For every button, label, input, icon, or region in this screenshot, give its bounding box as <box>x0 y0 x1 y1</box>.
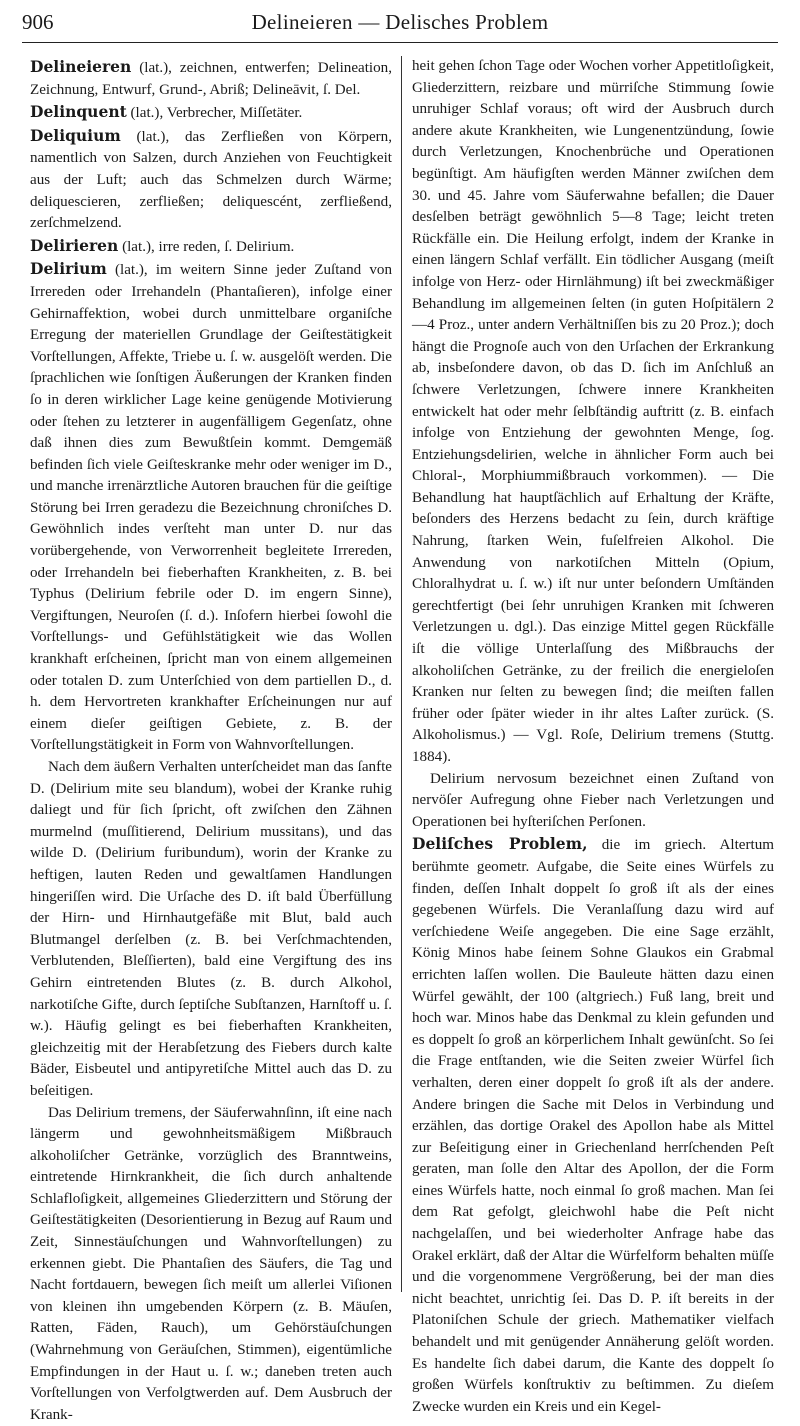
entry-deliquium <box>30 125 392 235</box>
headword: Deliquium <box>30 126 121 145</box>
entry-delirieren <box>30 235 392 259</box>
entry-delirium <box>30 258 392 757</box>
right-column <box>412 56 774 1294</box>
headword: Delirium <box>30 259 107 278</box>
entry-text: (lat.), zeichnen, entwerfen; Delineation, Zeichnung, Entwurf, Grund-, Abriß; Delineāvit, ſ. Del. <box>30 60 392 98</box>
paragraph: Delirium nervosum bezeichnet einen Zuſtand von nervöſer Aufregung ohne Fieber nach Verletzungen und Operationen bei hyſteriſchen Perſonen. <box>412 769 774 834</box>
column-divider <box>401 56 402 1292</box>
paragraph: Das Delirium tremens, der Säuferwahnſinn, iſt eine nach längerm und gewohnheitsmäßigem Mißbrauch alkoholiſcher Getränke, vorzüglich des Branntweins, eintretende Hirnkrankheit, die ſich durch anhaltende Schlafloſigkeit, allgemeines Gliederzittern und Störung der Geiſtestätigkeiten (Desorientierung in Bezug auf Raum und Zeit, Sinnestäuſchungen und Wahnvorſtellungen) zu erkennen giebt. Die Phantaſien des Säufers, die Tag und Nacht fortdauern, bewegen ſich meiſt um allerlei Viſionen von kleinen ihn umgebenden Körpern (z. B. Mäuſen, Ratten, Fäden, Rauch), um Gehörstäuſchungen (Wahrnehmung von Geräuſchen, Stimmen), eigentümliche Empfindungen in der Haut u. ſ. w.; daneben treten auch Vorſtellungen von Verfolgtwerden auf. Dem Ausbruch der Krank- <box>30 1103 392 1426</box>
page-header <box>22 8 778 42</box>
entry-text: die im griech. Altertum berühmte geometr. Aufgabe, die Seite eines Würfels zu finden, deſſen Inhalt doppelt ſo groß iſt als der eines gegebenen Würfels. Die Veranlaſſung dazu wird auf verſchiedene Weiſe angegeben. Die eine Sage erzählt, König Minos habe ſeinem Sohne Glaukos ein Grabmal errichten laſſen wollen. Die Bauleute hätten dazu einen Würfel gewählt, der 100 (altgriech.) Fuß lang, breit und hoch war. Minos habe das Denkmal zu klein gefunden und es doppelt ſo groß an körperlichem Inhalt gewünſcht. So ſei die Frage entſtanden, wie die Seiten zweier Würfel ſich verhalten, deren einer doppelt ſo groß iſt als der andere. Andere bringen die Sache mit Delos in Verbindung und erzählen, das dortige Orakel des Apollon habe als Mittel zur Beſeitigung einer in Griechenland herrſchenden Peſt geraten, man ſolle den Altar des Apollon, der die Form eines Würfels hatte, noch einmal ſo groß machen. Man ſei dem Rat gefolgt, gleichwohl habe die Peſt nicht nachgelaſſen, und bei wiederholter Anfrage habe das Orakel erklärt, daß der Altar die Würfelform behalten müſſe und die vorgenommene Vergrößerung, bei der man dies nicht beachtet, unrichtig ſei. Das D. P. iſt bereits in der Platoniſchen Schule der griech. Mathematiker vielfach behandelt und mit genügender Annäherung gelöſt worden. Es handelte ſich dabei darum, die Kante des doppelt ſo großen Würfels konſtruktiv zu beſtimmen. Zu dieſem Zwecke wurden ein Kreis und ein Kegel- <box>412 837 774 1414</box>
header-rule <box>22 42 778 43</box>
entry-text: (lat.), irre reden, ſ. Delirium. <box>122 239 294 255</box>
headword: Delineieren <box>30 57 131 76</box>
paragraph-continued: heit gehen ſchon Tage oder Wochen vorher Appetitloſigkeit, Gliederzittern, reizbare und mürriſche Stimmung ſowie unruhiger Schlaf voraus; oft wird der Ausbruch durch andere akute Krankheiten, wie Lungenentzündung, ſowie durch Verletzungen, Knochenbrüche und Operationen begünſtigt. Am häufigſten werden Männer zwiſchen dem 30. und 45. Jahre vom Säuferwahne befallen; die Dauer desſelben beträgt gewöhnlich 5—8 Tage; leicht treten Rückfälle ein. Die Heilung erfolgt, indem der Kranke in einen längern Schlaf verfällt. Ein tödlicher Ausgang (meiſt infolge von Herz- oder Hirnlähmung) iſt bei zweckmäßiger Behandlung im allgemeinen ſelten (in guten Hoſpitälern 2—4 Proz., unter andern Verhältniſſen bis zu 20 Proz.); doch hängt die Prognoſe auch von den Urſachen der Erkrankung ab, insbeſondere davon, ob das D. ſich im Anſchluß an ſchwere Verletzungen, ſchwere innere Krankheiten entwickelt hat oder mehr ſelbſtändig auftritt (z. B. einfach infolge von Entziehung der gewohnten Menge, ſog. Entziehungsdelirien, welche in ähnlicher Form auch bei Chloral-, Morphiummißbrauch vorkommen). — Die Behandlung hat hauptſächlich auf Erhaltung der Kräfte, beſonders des Herzens bedacht zu ſein, durch kräftige Nahrung, ſtarken Wein, fuſelfreien Alkohol. Die Anwendung von narkotiſchen Mitteln (Opium, Chloralhydrat u. ſ. w.) iſt nur unter beſondern Umſtänden gerechtfertigt (bei ſehr unruhigen Kranken mit ſchweren Verletzungen u. dgl.). Das einzige Mittel gegen Rückfälle iſt die völlige Unterlaſſung des Mißbrauchs der alkoholiſchen Getränke, zu der freilich die energieloſen Kranken nur ſelten zu bewegen ſind; die meiſten fallen früher oder ſpäter wieder in ihr altes Laſter zurück. (S. Alkoholismus.) — Vgl. Roſe, Delirium tremens (Stuttg. 1884). <box>412 56 774 769</box>
running-title: Delineieren — Delisches Problem <box>22 10 778 35</box>
entry-text: (lat.), das Zerfließen von Körpern, namentlich von Salzen, durch Anziehen von Feuchtigkeit aus der Luft; auch das Schmelzen durch Wärme; deliquescieren, zerfließen; deliquescént, zerfließend, zerſchmelzend. <box>30 129 392 231</box>
entry-delineieren <box>30 56 392 101</box>
entry-delisches-problem <box>412 833 774 1418</box>
headword: Delirieren <box>30 236 118 255</box>
left-column <box>30 56 392 1294</box>
paragraph: Nach dem äußern Verhalten unterſcheidet man das ſanfte D. (Delirium mite seu blandum), wobei der Kranke ruhig daliegt und für ſich ſpricht, oft zwiſchen den Zähnen murmelnd (muſſitierend, Delirium mussitans), und das wilde D. (Delirium furibundum), worin der Kranke zu heftigen, lauten Reden und gewaltſamen Handlungen hingeriſſen wird. Die Urſache des D. iſt bald Überfüllung der Hirn- und Hirnhautgefäße mit Blut, bald auch Blutmangel derſelben (z. B. bei Verſchmachtenden, Verblutenden, Bleſſierten), bald eine Vergiftung des ins Gehirn eintretenden Blutes (z. B. durch Alkohol, narkotiſche Gifte, durch ſeptiſche Subſtanzen, Harnſtoff u. ſ. w.). Häufig gelingt es bei fieberhaften Krankheiten, gleichzeitig mit der Herabſetzung des Fiebers durch kalte Bäder, Eisbeutel und antipyretiſche Mittel auch das D. zu beſeitigen. <box>30 757 392 1103</box>
headword: Deliſches Problem, <box>412 834 587 853</box>
headword: Delinquent <box>30 102 127 121</box>
page-number: 906 <box>22 10 54 35</box>
entry-text: (lat.), Verbrecher, Miſſetäter. <box>131 105 303 121</box>
entry-delinquent <box>30 101 392 125</box>
entry-text: (lat.), im weitern Sinne jeder Zuſtand von Irrereden oder Irrehandeln (Phantaſieren), infolge einer Gehirnaffektion, wobei durch unmittelbare organiſche Erregung der materiellen Grundlage der Geiſtestätigkeit Vorſtellungen, Affekte, Triebe u. ſ. w. ausgelöſt werden. Die ſprachlichen wie ſonſtigen Äußerungen der Kranken finden ſo in deren wirklicher Lage keine genügende Motivierung oder ſtehen zu letzterer in augenfälligem Gegenſatz, ohne daß ihnen dies zum Bewußtſein kommt. Demgemäß befinden ſich viele Geiſteskranke mehr oder weniger im D., und manche irrenärztliche Autoren brauchen für die geiſtige Störung bei Irren geradezu die Bezeichnung chroniſches D. Gewöhnlich indes verſteht man unter D. nur das vorübergehende, von Verworrenheit begleitete Irrereden, oder Irrehandeln bei fieberhaften Krankheiten, z. B. bei Typhus (Delirium febrile oder D. im engern Sinne), Vergiftungen, Neuroſen (ſ. d.). Inſofern hierbei ſowohl die Vorſtellungs- und Gefühlstätigkeit wie das Wollen krankhaft erſcheinen, ſpricht man von einem allgemeinen oder totalen D. zum Unterſchied von dem partiellen D., d. h. dem Hervortreten krankhafter Erſcheinungen nur auf einem dieſer geiſtigen Gebiete, z. B. der Vorſtellungstätigkeit in Form von Wahnvorſtellungen. <box>30 262 392 753</box>
